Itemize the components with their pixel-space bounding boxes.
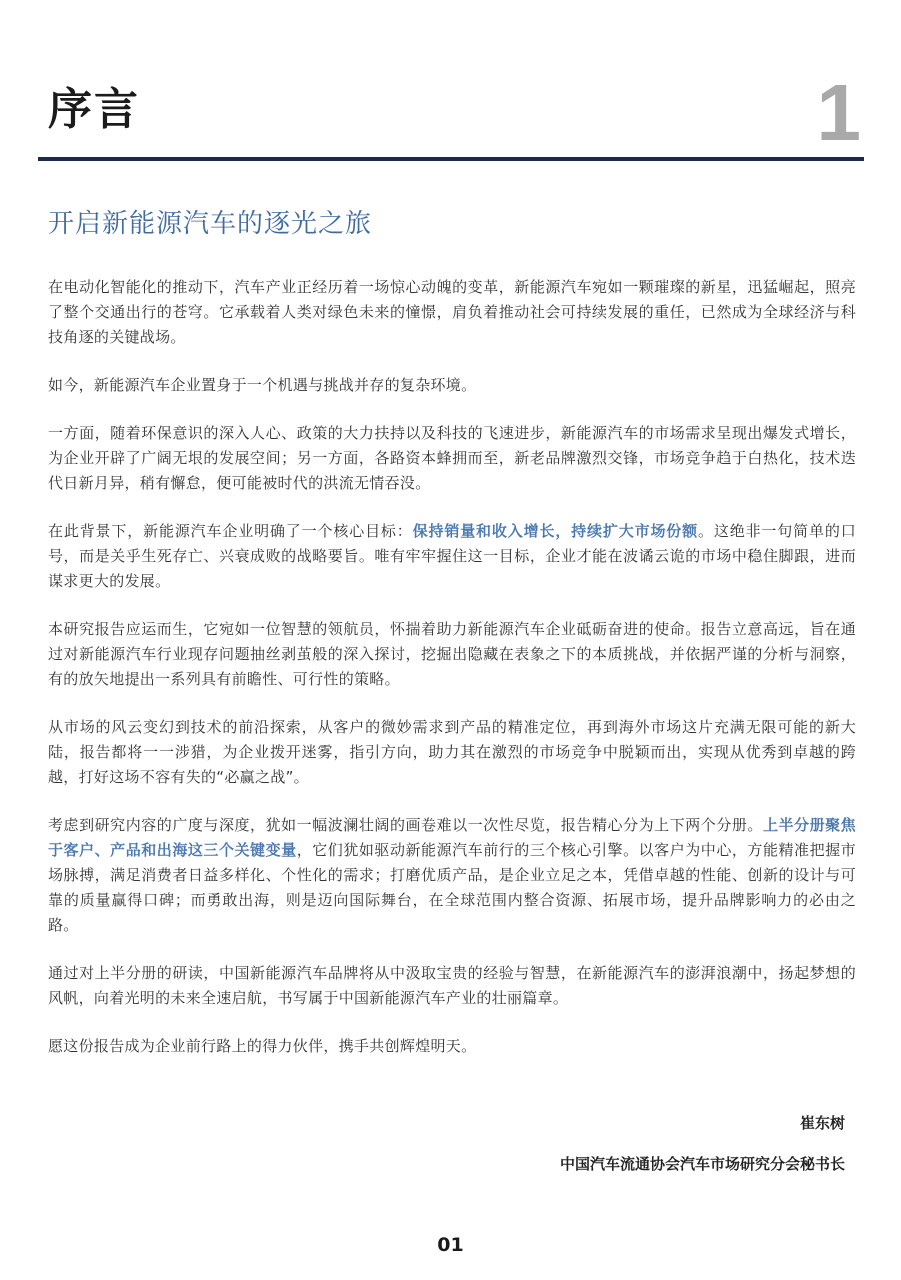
highlighted-phrase: 上半分册聚焦于客户、产品和出海这三个关键变量 xyxy=(48,816,856,859)
highlighted-phrase: 保持销量和收入增长，持续扩大市场份额 xyxy=(412,522,699,540)
paragraph-text: 。这绝非一句简单的口号，而是关乎生死存亡、兴衰成败的战略要旨。唯有牢牢握住这一目标，企业才能在波谲云诡的市场中稳住脚跟，进而谋求更大的发展。 xyxy=(48,522,856,590)
preface-body xyxy=(48,275,856,1082)
chapter-number: 1 xyxy=(816,68,861,157)
paragraph: 愿这份报告成为企业前行路上的得力伙伴，携手共创辉煌明天。 xyxy=(48,1037,477,1055)
paragraph: 如今，新能源汽车企业置身于一个机遇与挑战并存的复杂环境。 xyxy=(48,376,477,394)
header-divider xyxy=(38,157,864,161)
page-title: 序言 xyxy=(48,84,140,135)
paragraph: 通过对上半分册的研读，中国新能源汽车品牌将从中汲取宝贵的经验与智慧，在新能源汽车的澎湃浪潮中，扬起梦想的风帆，向着光明的未来全速启航，书写属于中国新能源汽车产业的壮丽篇章。 xyxy=(48,964,856,1007)
paragraph: 一方面，随着环保意识的深入人心、政策的大力扶持以及科技的飞速进步，新能源汽车的市场需求呈现出爆发式增长，为企业开辟了广阔无垠的发展空间；另一方面，各路资本蜂拥而至，新老品牌激烈交锋，市场竞争趋于白热化，技术迭代日新月异，稍有懈怠，便可能被时代的洪流无情吞没。 xyxy=(48,424,856,492)
paragraph-text: 在此背景下，新能源汽车企业明确了一个核心目标： xyxy=(48,522,413,540)
signature-name: 崔东树 xyxy=(799,1114,845,1132)
page-number: 01 xyxy=(437,1234,464,1256)
paragraph-text: 考虑到研究内容的广度与深度，犹如一幅波澜壮阔的画卷难以一次性尽览，报告精心分为上下两个分册。 xyxy=(48,816,763,834)
signature-title: 中国汽车流通协会汽车市场研究分会秘书长 xyxy=(559,1155,845,1173)
paragraph xyxy=(48,813,856,938)
paragraph-text: ，它们犹如驱动新能源汽车前行的三个核心引擎。以客户为中心，方能精准把握市场脉搏，满足消费者日益多样化、个性化的需求；打磨优质产品，是企业立足之本，凭借卓越的性能、创新的设计与可靠的质量赢得口碑；而勇敢出海，则是迈向国际舞台，在全球范围内整合资源、拓展市场，提升品牌影响力的必由之路。 xyxy=(48,841,856,934)
section-subtitle: 开启新能源汽车的逐光之旅 xyxy=(48,209,373,239)
paragraph: 在电动化智能化的推动下，汽车产业正经历着一场惊心动魄的变革，新能源汽车宛如一颗璀璨的新星，迅猛崛起，照亮了整个交通出行的苍穹。它承载着人类对绿色未来的憧憬，肩负着推动社会可持续发展的重任，已然成为全球经济与科技角逐的关键战场。 xyxy=(48,278,856,346)
paragraph: 本研究报告应运而生，它宛如一位智慧的领航员，怀揣着助力新能源汽车企业砥砺奋进的使命。报告立意高远，旨在通过对新能源汽车行业现存问题抽丝剥茧般的深入探讨，挖掘出隐藏在表象之下的本质挑战，并依据严谨的分析与洞察，有的放矢地提出一系列具有前瞻性、可行性的策略。 xyxy=(48,620,856,688)
paragraph: 从市场的风云变幻到技术的前沿探索，从客户的微妙需求到产品的精准定位，再到海外市场这片充满无限可能的新大陆，报告都将一一涉猎，为企业拨开迷雾，指引方向，助力其在激烈的市场竞争中脱颖而出，实现从优秀到卓越的跨越，打好这场不容有失的“必赢之战”。 xyxy=(48,718,856,786)
paragraph xyxy=(48,519,856,594)
